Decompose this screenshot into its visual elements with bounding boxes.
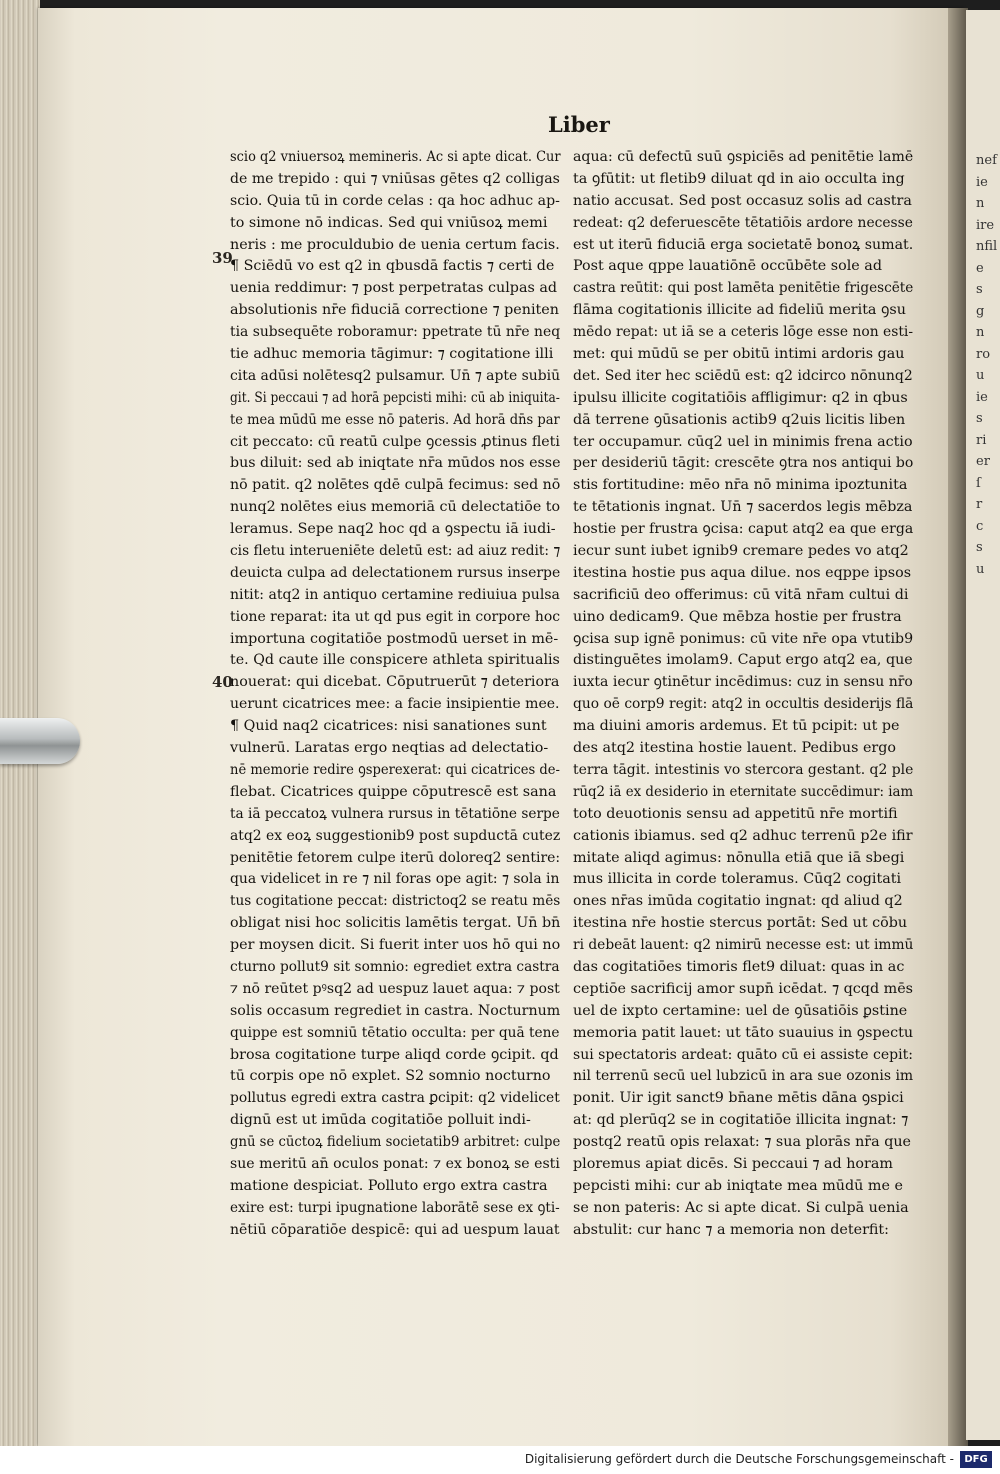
text-line: ponit. Uir igit sanct9 bn̄ane mētis dāna ꝯspici (573, 1090, 904, 1107)
dfg-logo: DFG (960, 1451, 992, 1468)
text-line: ꝯcisa sup ignē ponimus: cū vite nr̄e opa vtutib9 (573, 630, 914, 647)
text-line: mus illicita in corde toleramus. Cūq2 cogitati (573, 871, 902, 888)
text-line: mēdo repat: ut iā se a ceteris lōge esse non esti- (573, 324, 914, 341)
text-line: tie adhuc memoria tāgimur: ⁊ cogitatione illi (230, 346, 554, 363)
text-line: redeat: q2 deferuescēte tētatiōis ardore necesse (573, 214, 913, 231)
book-gutter (948, 8, 968, 1446)
text-line: met: qui mūdū se per obitū intimi ardoris gau (573, 346, 905, 363)
text-line: dignū est ut imūda cogitatiōe polluit indi- (230, 1112, 531, 1129)
text-line: flebat. Cicatrices quippe cōputrescē est sana (230, 783, 557, 800)
text-line: te. Qd caute ille conspicere athleta spiritualis (230, 652, 560, 669)
text-line: tus cogitatione peccat: districtoq2 se reatu mēs (230, 893, 561, 910)
facing-page-fragment: s (976, 282, 983, 297)
text-line: iuxta iecur ꝯtinētur incēdimus: cuz in sensu nr̄o (573, 674, 913, 691)
text-line: nunq2 nolētes eius memoriā cū delectatiōe to (230, 499, 561, 516)
facing-page-fragment: nfil (976, 239, 998, 254)
text-line: matione despiciat. Polluto ergo extra castra (230, 1177, 548, 1194)
text-line: uel de ixpto certamine: uel de ꝯūsatiōis ꝑstine (573, 1002, 908, 1019)
text-line: per moysen dicit. Si fuerit inter uos hō qui no (230, 937, 561, 954)
text-column-right (573, 147, 913, 1242)
text-line: cita adūsi nolētesq2 pulsamur. Un̄ ⁊ apte subiū (230, 367, 561, 384)
text-line: Post aque qppe lauatiōnē occūbēte sole ad (573, 258, 882, 275)
facing-page-fragment: ro (976, 346, 991, 362)
text-line: natio accusat. Sed post occasuz solis ad castra (573, 192, 912, 209)
text-line: nō patit. q2 nolētes qdē culpā fecimus: sed nō (230, 477, 561, 494)
text-line: ploremus apiat dicēs. Si peccaui ⁊ ad horam (573, 1155, 893, 1172)
text-line: nil terrenū secū uel lubzicū in ara sue ozonis im (573, 1068, 914, 1085)
text-line: postq2 reatū opis relaxat: ⁊ sua plorās nr̄a que (573, 1134, 912, 1151)
margin-number-39: 39 (212, 249, 233, 267)
facing-page-fragment: ie (976, 389, 988, 405)
footer-bar (0, 1446, 1000, 1474)
text-line: das cogitatiōes timoris flet9 diluat: quas in ac (573, 958, 905, 975)
text-line: te mea mūdū me esse nō pateris. Ad horā dn̄s par (230, 411, 560, 428)
text-line: scio. Quia tū in corde celas : qa hoc adhuc ap- (230, 192, 560, 209)
text-line: pepcisti mihi: cur ab iniqtate mea mūdū me e (573, 1177, 903, 1194)
text-line: sui spectatoris ardeat: quāto cū ei assiste cepit: (573, 1046, 913, 1063)
text-line: ¶ Quid naq2 cicatrices: nisi sanationes sunt (230, 718, 547, 735)
text-line: vulnerū. Laratas ergo neqtias ad delectatio- (230, 740, 549, 757)
text-line: itestina hostie pus aqua dilue. nos eqppe ipsos (573, 564, 912, 581)
text-line: rūq2 iā ex desiderio in eternitate succēdimur: iam (573, 783, 914, 800)
text-line: ta iā peccatoꝝ vulnera rursus in tētatiōne serpe (230, 805, 560, 822)
text-line: absolutionis nr̄e fiduciā correctione ⁊ peniten (230, 302, 559, 319)
text-line: deuicta culpa ad delectationem rursus inserpe (230, 564, 561, 581)
facing-page-fragment: u (976, 561, 985, 577)
text-line: cationis ibiamus. sed q2 adhuc terrenū p2e ifir (573, 827, 913, 844)
text-line: se non pateris: Ac si apte dicat. Si culpā uenia (573, 1199, 909, 1216)
text-line: sacrificiū deo offerimus: cū vitā nr̄am cultui di (573, 586, 909, 603)
text-line: abstulit: cur hanc ⁊ a memoria non deterfit: (573, 1221, 889, 1238)
text-line: nitit: atq2 in antiquo certamine rediuiua pulsa (230, 586, 560, 603)
text-line: exire est: turpi ipugnatione laborātē sese ex ꝯti- (230, 1199, 560, 1216)
text-line: leramus. Sepe naq2 hoc qd a ꝯspectu iā iudi- (230, 521, 556, 538)
text-line: distinguētes imolam9. Caput ergo atq2 ea, que (573, 652, 913, 669)
text-line: penitētie fetorem culpe iterū doloreq2 sentire: (230, 849, 561, 866)
facing-page-fragment: ire (976, 217, 995, 233)
text-line: per desideriū tāgit: crescēte ꝯtra nos antiqui bo (573, 455, 914, 472)
text-line: dā terrene ꝯūsationis actib9 q2uis licitis liben (573, 411, 906, 428)
text-line: quippe est somniū tētatio occulta: per quā tene (230, 1024, 560, 1041)
text-line: scio q2 vniuersoꝝ memineris. Ac si apte dicat. Cur (230, 149, 561, 165)
text-line: quo oē corp9 regit: atq2 in occultis desiderijs flā (573, 696, 914, 713)
facing-page-edge (966, 10, 1000, 1440)
text-line: nētiū cōparatiōe despicē: qui ad uespum lauat (230, 1221, 560, 1238)
text-line: importuna cogitatiōe postmodū uerset in mē- (230, 630, 559, 647)
text-line: det. Sed iter hec sciēdū est: q2 idcirco nōnunq2 (573, 367, 913, 384)
text-line: cis fletu interueniēte deletū est: ad aiuz redit: ⁊ (230, 543, 561, 560)
text-line: ma diuini amoris ardemus. Et tū pcipit: ut pe (573, 718, 900, 735)
facing-page-fragment: r (976, 497, 983, 512)
text-line: git. Si peccaui ⁊ ad horā pepcisti mihi: cū ab iniquita- (230, 389, 560, 406)
text-line: ¶ Sciēdū vo est q2 in qbusdā factis ⁊ certi de (230, 258, 555, 275)
text-line: toto deuotionis sensu ad appetitū nr̄e mortifi (573, 805, 898, 822)
text-line: uino dedicam9. Que mēbza hostie per frustra (573, 608, 902, 625)
facing-page-fragment: u (976, 368, 985, 383)
text-line: bus diluit: sed ab iniqtate nr̄a mūdos nos esse (230, 455, 561, 472)
text-line: cit peccato: cū reatū culpe ꝯcessis ꝓtinus fleti (230, 433, 560, 450)
text-line: uenia reddimur: ⁊ post perpetratas culpas ad (230, 280, 558, 297)
facing-page-fragment: nef (976, 153, 997, 168)
text-line: est ut iterū fiduciā erga societatē bonoꝝ sumat. (573, 236, 914, 253)
running-title: Liber (548, 112, 610, 137)
text-line: nē memorie redire ꝯsperexerat: qui cicatrices de- (230, 761, 560, 778)
text-line: gnū se cūctoꝝ fidelium societatib9 arbitret: culpe (230, 1134, 561, 1151)
text-line: ta ꝯfūtit: ut fletib9 diluat qd in aio occulta ing (573, 170, 905, 187)
text-line: ceptiōe sacrificij amor supn̄ icēdat. ⁊ qcqd mēs (573, 980, 913, 997)
text-line: te tētationis ingnat. Un̄ ⁊ sacerdos legis mēbza (573, 499, 913, 516)
facing-page-fragment: g (976, 303, 985, 319)
text-line: tia subsequēte roboramur: ppetrate tū nr̄e neq (230, 324, 561, 341)
text-line: qua videlicet in re ⁊ nil foras ope agit: ⁊ sola in (230, 871, 560, 888)
facing-page-fragment: ie (976, 174, 988, 190)
text-line: brosa cogitatione turpe aliqd corde ꝯcipit. qd (230, 1046, 559, 1063)
text-line: ipulsu illicite cogitatiōis affligimur: q2 in qbus (573, 389, 908, 406)
text-line: neris : me proculdubio de uenia certum facis. (230, 236, 560, 253)
text-line: aqua: cū defectū suū ꝯspiciēs ad penitētie lamē (573, 149, 914, 165)
text-line: castra reūtit: qui post lamēta penitētie frigescēte (573, 280, 914, 297)
text-column-left (230, 147, 560, 1242)
text-line: ones nr̄as imūda cogitatio ingnat: qd aliud q2 (573, 893, 903, 910)
text-line: sue meritū an̄ oculos ponat: ⁊ ex bonoꝝ se esti (230, 1155, 560, 1172)
facing-page-fragment: s (976, 540, 983, 555)
text-line: obligat nisi hoc solicitis lamētis tergat. Un̄ bn̄ (230, 915, 561, 932)
funding-credit: Digitalisierung gefördert durch die Deutsche Forschungsgemeinschaft - (524, 1452, 954, 1466)
text-line: stis fortitudine: mēo nr̄a nō minima ipoztunita (573, 477, 908, 494)
facing-page-fragment: er (976, 454, 990, 469)
text-line: des atq2 itestina hostie lauent. Pedibus ergo (573, 740, 897, 757)
facing-page-fragment: e (976, 260, 984, 276)
facing-page-fragment: s (976, 411, 983, 426)
text-line: tū corpis ope nō explet. S2 somnio nocturno (230, 1068, 551, 1085)
text-line: solis occasum regrediet in castra. Nocturnum (230, 1002, 561, 1019)
facing-page-fragment: n (976, 325, 985, 340)
text-line: de me trepido : qui ⁊ vniūsas gētes q2 colligas (230, 170, 560, 187)
text-line: atq2 ex eoꝝ suggestionib9 post supductā cutez (230, 827, 561, 844)
facing-page-fragment: n (976, 196, 985, 211)
text-line: to simone nō indicas. Sed qui vniūsoꝝ memi (230, 214, 548, 231)
text-line: at: qd plerūq2 se in cogitatiōe illicita ingnat: ⁊ (573, 1112, 909, 1129)
facing-page-fragment: c (976, 518, 984, 534)
text-line: itestina nr̄e hostie stercus portāt: Sed ut cōbu (573, 915, 908, 932)
text-line: terra tāgit. intestinis vo stercora gestant. q2 ple (573, 761, 914, 778)
text-line: ri debeāt lauent: q2 nimirū necesse est: ut immū (573, 937, 914, 954)
text-line: cturno pollut9 sit somnio: egrediet extra castra (230, 958, 560, 975)
margin-number-40: 40 (212, 673, 233, 691)
page-holder-clip (0, 718, 80, 764)
text-line: pollutus egredi extra castra ꝑcipit: q2 videlicet (230, 1090, 560, 1107)
text-line: flāma cogitationis illicite ad fideliū merita ꝯsu (573, 302, 906, 319)
text-line: ⁊ nō reūtet pꝰsq2 ad uespuz lauet aqua: ⁊ post (230, 980, 560, 997)
text-line: tione reparat: ita ut qd pus egit in corpore hoc (230, 608, 561, 625)
text-line: nouerat: qui dicebat. Cōputruerūt ⁊ deteriora (230, 674, 560, 691)
text-line: ter occupamur. cūq2 uel in minimis frena actio (573, 433, 913, 450)
text-line: mitate aliqd agimus: nōnulla etiā que iā sbegi (573, 849, 905, 866)
facing-page-fragment: ſ (976, 475, 981, 491)
text-line: hostie per frustra ꝯcisa: caput atq2 ea que erga (573, 521, 914, 538)
text-line: uerunt cicatrices mee: a facie insipientie mee. (230, 696, 560, 713)
text-line: memoria patit lauet: ut tāto suauius in ꝯspectu (573, 1024, 914, 1041)
facing-page-fragment: ri (976, 432, 987, 448)
text-line: iecur sunt iubet ignib9 cremare pedes vo atq2 (573, 543, 909, 560)
